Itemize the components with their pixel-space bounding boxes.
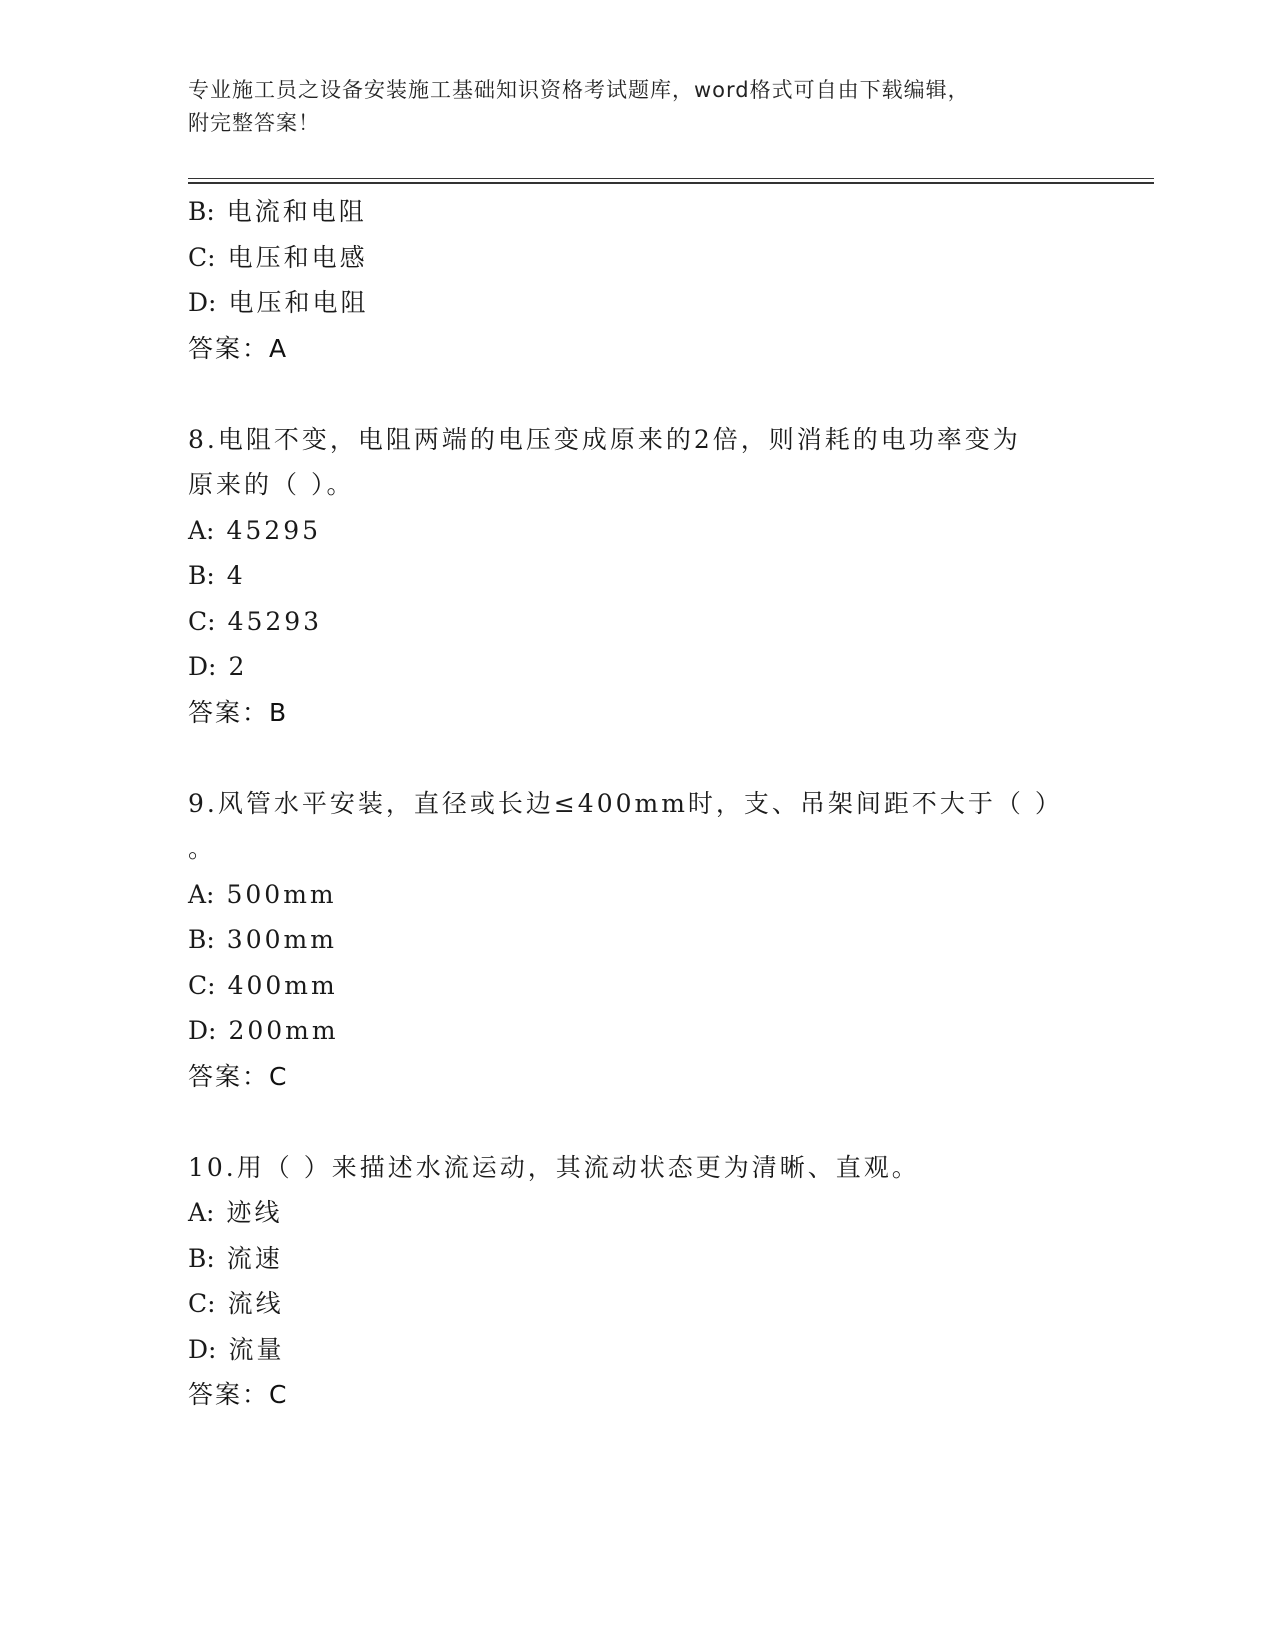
question-stem (188, 1145, 1088, 1191)
question-10 (188, 1145, 1088, 1418)
question-stem-line1: 8.电阻不变，电阻两端的电压变成原来的2倍，则消耗的电功率变为 (188, 424, 1021, 454)
header-divider-thin (188, 178, 1154, 179)
question-8 (188, 417, 1088, 736)
option-c: C: 45293 (188, 606, 323, 636)
option-b: B: 电流和电阻 (188, 197, 367, 226)
option-c: C: 流线 (188, 1289, 284, 1318)
header-title-line1: 专业施工员之设备安装施工基础知识资格考试题库，word格式可自由下载编辑， (188, 78, 970, 102)
option-c: C: 400mm (188, 970, 338, 1000)
header-title-line2: 附完整答案！ (188, 111, 320, 135)
option-b: B: 流速 (188, 1243, 283, 1273)
option-d: D: 200mm (188, 1016, 339, 1045)
question-list (188, 189, 1088, 1418)
answer: 答案：C (188, 1061, 289, 1091)
spacer (188, 1099, 1088, 1145)
option-d: D: 电压和电阻 (188, 288, 369, 317)
option-d: D: 2 (188, 652, 248, 681)
question-stem-line1: 10.用（ ）来描述水流运动，其流动状态更为清晰、直观。 (188, 1152, 920, 1182)
option-c: C: 电压和电感 (188, 242, 368, 272)
option-b: B: 300mm (188, 925, 337, 954)
spacer (188, 735, 1088, 781)
question-stem (188, 417, 1088, 508)
document-header (188, 74, 1068, 140)
option-b: B: 4 (188, 561, 246, 590)
answer: 答案：C (188, 1380, 289, 1409)
spacer (188, 371, 1088, 417)
question-stem-line2: 。 (188, 834, 217, 863)
option-a: A: 迹线 (188, 1198, 283, 1227)
question-stem-line1: 9.风管水平安装，直径或长边≤400mm时，支、吊架间距不大于（ ） (188, 788, 1063, 818)
question-stem (188, 781, 1088, 872)
option-d: D: 流量 (188, 1334, 285, 1364)
option-a: A: 45295 (188, 515, 322, 545)
answer: 答案：A (188, 333, 289, 363)
option-a: A: 500mm (188, 879, 337, 909)
header-divider-thick (188, 182, 1154, 184)
question-9 (188, 781, 1088, 1100)
question-stem-line2: 原来的（ ）。 (188, 470, 355, 499)
answer: 答案：B (188, 697, 289, 727)
question-7-tail (188, 189, 1088, 371)
